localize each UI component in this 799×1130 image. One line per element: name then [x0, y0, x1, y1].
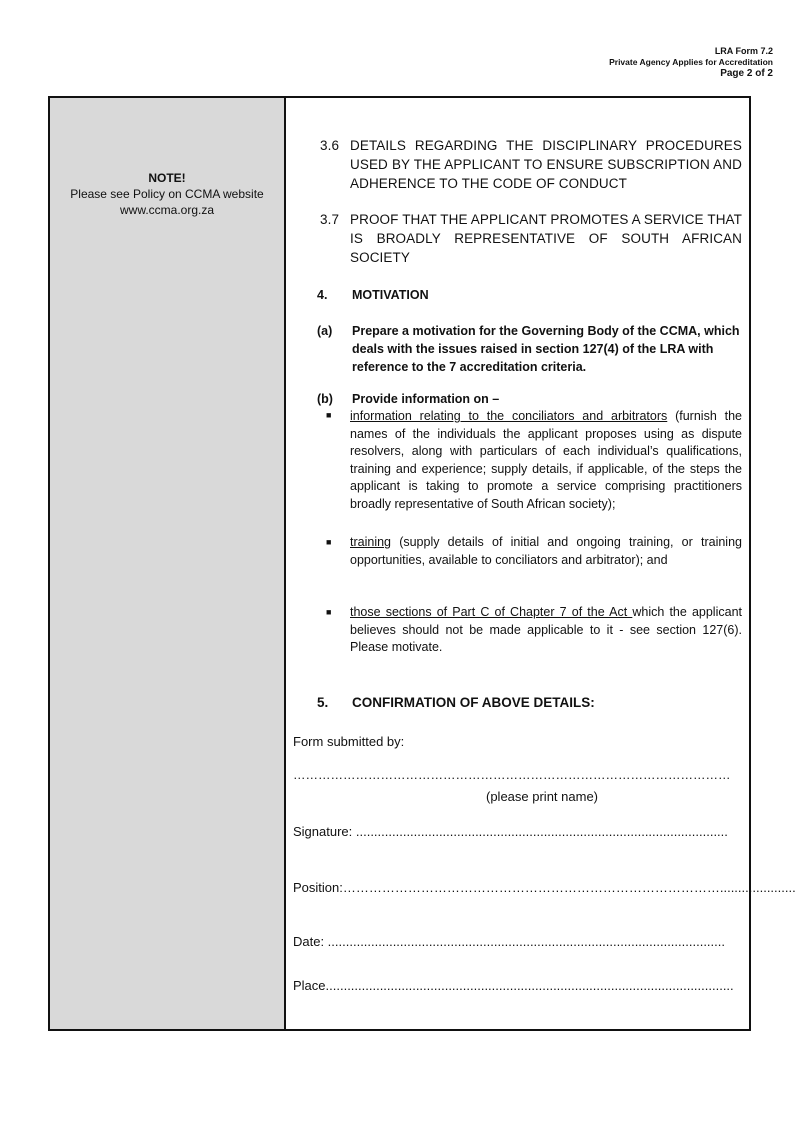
- page-header: [609, 46, 773, 79]
- position-field[interactable]: Position:…………………………………………………………………………….....................: [293, 880, 796, 895]
- note-website: www.ccma.org.za: [119, 203, 215, 217]
- bullet-item-sections: [350, 604, 742, 657]
- bullet-item-conciliators: [350, 408, 742, 513]
- bullet-heading: training: [350, 535, 391, 549]
- note-line-1: Please see Policy on CCMA website: [70, 187, 264, 201]
- item-label: (a): [317, 324, 333, 338]
- bullet-text: which the applicant believes should not be made applicable to it - see section 127(6). Please motivate.: [350, 605, 742, 654]
- section-text: DETAILS REGARDING THE DISCIPLINARY PROCEDURES USED BY THE APPLICANT TO ENSURE SUBSCRIPTION AND ADHERENCE TO THE CODE OF CONDUCT: [350, 138, 742, 191]
- section-4: [317, 288, 429, 302]
- bullet-heading: those sections of Part C of Chapter 7 of the Act: [350, 605, 633, 619]
- bullet-item-training: [350, 534, 742, 569]
- section-number: 4.: [317, 288, 328, 302]
- bullet-icon: ■: [326, 607, 332, 617]
- form-subtitle: Private Agency Applies for Accreditation: [609, 57, 773, 67]
- section-text: PROOF THAT THE APPLICANT PROMOTES A SERVICE THAT IS BROADLY REPRESENTATIVE OF SOUTH AFRICAN SOCIETY: [350, 212, 742, 265]
- print-name-caption: (please print name): [486, 789, 598, 804]
- note-title: NOTE!: [148, 171, 186, 185]
- section-number: 3.7: [320, 212, 340, 227]
- section-3-6: [320, 136, 744, 193]
- section-title: MOTIVATION: [352, 288, 429, 302]
- item-text: Prepare a motivation for the Governing Body of the CCMA, which deals with the issues raised in section 127(4) of the LRA with reference to the 7 accreditation criteria.: [352, 324, 740, 374]
- bullet-text: (furnish the names of the individuals the applicant proposes using as dispute resolvers, along with particulars of each individual’s qualifications, training and experience; supply details, if applicable, of the steps the applicant is taking to promote a service comprising practitioners broadly representative of South African society);: [350, 409, 742, 511]
- form-frame: [48, 96, 796, 1031]
- print-name-field[interactable]: ……………………………………………………………………………………………: [293, 768, 731, 782]
- page-number: Page 2 of 2: [720, 68, 773, 79]
- signature-field[interactable]: Signature: .......................................................................................................: [293, 824, 728, 839]
- section-4b: [317, 392, 499, 406]
- note-box: [50, 170, 284, 218]
- section-number: 5.: [317, 695, 329, 710]
- place-field[interactable]: Place.................................................................................................................: [293, 978, 734, 993]
- note-sidebar: [50, 98, 286, 1029]
- section-5: [317, 695, 595, 710]
- item-label: (b): [317, 392, 333, 406]
- form-content: [286, 98, 796, 1029]
- section-3-7: [320, 210, 744, 267]
- bullet-heading: information relating to the conciliators and arbitrators: [350, 409, 668, 423]
- item-text: Provide information on –: [352, 392, 500, 406]
- bullet-text: (supply details of initial and ongoing training, or training opportunities, available to conciliators and arbitrator); and: [350, 535, 742, 567]
- bullet-icon: ■: [326, 410, 332, 420]
- section-title: CONFIRMATION OF ABOVE DETAILS:: [352, 695, 595, 710]
- date-field[interactable]: Date: ..............................................................................................................: [293, 934, 725, 949]
- section-4a: [317, 322, 744, 376]
- form-number: LRA Form 7.2: [714, 46, 773, 56]
- form-submitted-label: Form submitted by:: [293, 734, 405, 749]
- section-number: 3.6: [320, 138, 340, 153]
- bullet-icon: ■: [326, 537, 332, 547]
